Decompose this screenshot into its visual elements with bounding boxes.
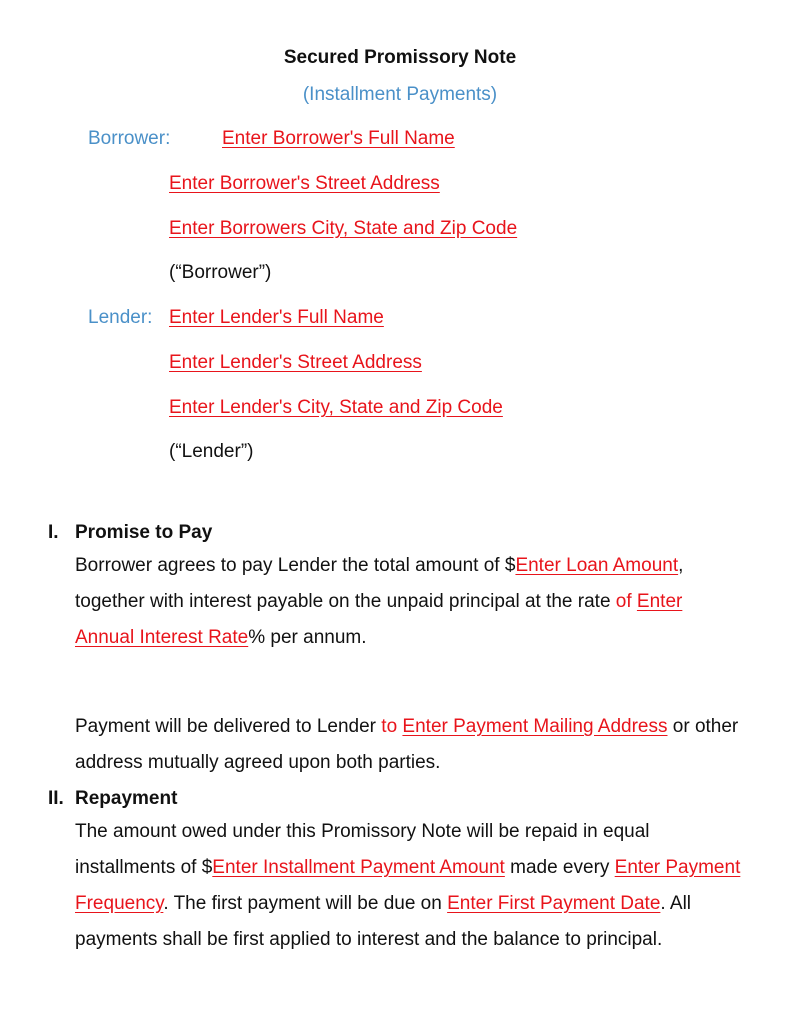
document-subtitle: (Installment Payments) — [302, 84, 498, 105]
text-run: , together with interest payable on the unpaid principal at the rate — [75, 555, 684, 612]
lender-name-field[interactable]: Enter Lender's Full Name — [169, 307, 384, 328]
text-run: The amount owed under this Promissory Note will be repaid in equal installments of $ — [75, 821, 650, 878]
text-run-red: of — [615, 591, 637, 612]
text-run: % per annum. — [248, 627, 367, 648]
section-2-number: II. — [48, 788, 64, 809]
borrower-name-field[interactable]: Enter Borrower's Full Name — [222, 128, 455, 149]
text-run: . All payments shall be first applied to interest and the balance to principal. — [75, 893, 692, 950]
installment-amount-field[interactable]: Enter Installment Payment Amount — [212, 857, 505, 878]
document-title: Secured Promissory Note — [283, 47, 517, 68]
text-run: or other address mutually agreed upon both parties. — [75, 716, 739, 773]
lender-city-field[interactable]: Enter Lender's City, State and Zip Code — [169, 397, 503, 418]
section-1-paragraph-1 — [75, 548, 745, 656]
text-run: Borrower agrees to pay Lender the total amount of $ — [75, 555, 516, 576]
loan-amount-field[interactable]: Enter Loan Amount — [515, 555, 679, 576]
borrower-label: Borrower: — [88, 128, 171, 149]
lender-alias: (“Lender”) — [169, 441, 254, 462]
text-run: Payment will be delivered to Lender — [75, 716, 382, 737]
mailing-address-field[interactable]: Enter Payment Mailing Address — [402, 716, 668, 737]
section-1-heading: Promise to Pay — [75, 522, 213, 543]
borrower-street-field[interactable]: Enter Borrower's Street Address — [169, 173, 440, 194]
interest-rate-field[interactable]: Enter Annual Interest Rate — [75, 591, 683, 648]
payment-frequency-field[interactable]: Enter Payment Frequency — [75, 857, 741, 914]
text-run-red: to — [381, 716, 403, 737]
section-2-heading: Repayment — [75, 788, 178, 809]
borrower-alias: (“Borrower”) — [169, 262, 272, 283]
section-1-paragraph-2 — [75, 709, 745, 781]
lender-label: Lender: — [88, 307, 153, 328]
section-2-paragraph-1 — [75, 814, 745, 958]
text-run: made every — [504, 857, 615, 878]
first-payment-date-field[interactable]: Enter First Payment Date — [447, 893, 661, 914]
section-1-number: I. — [48, 522, 59, 543]
lender-street-field[interactable]: Enter Lender's Street Address — [169, 352, 422, 373]
text-run: . The first payment will be due on — [163, 893, 448, 914]
borrower-city-field[interactable]: Enter Borrowers City, State and Zip Code — [169, 218, 518, 239]
